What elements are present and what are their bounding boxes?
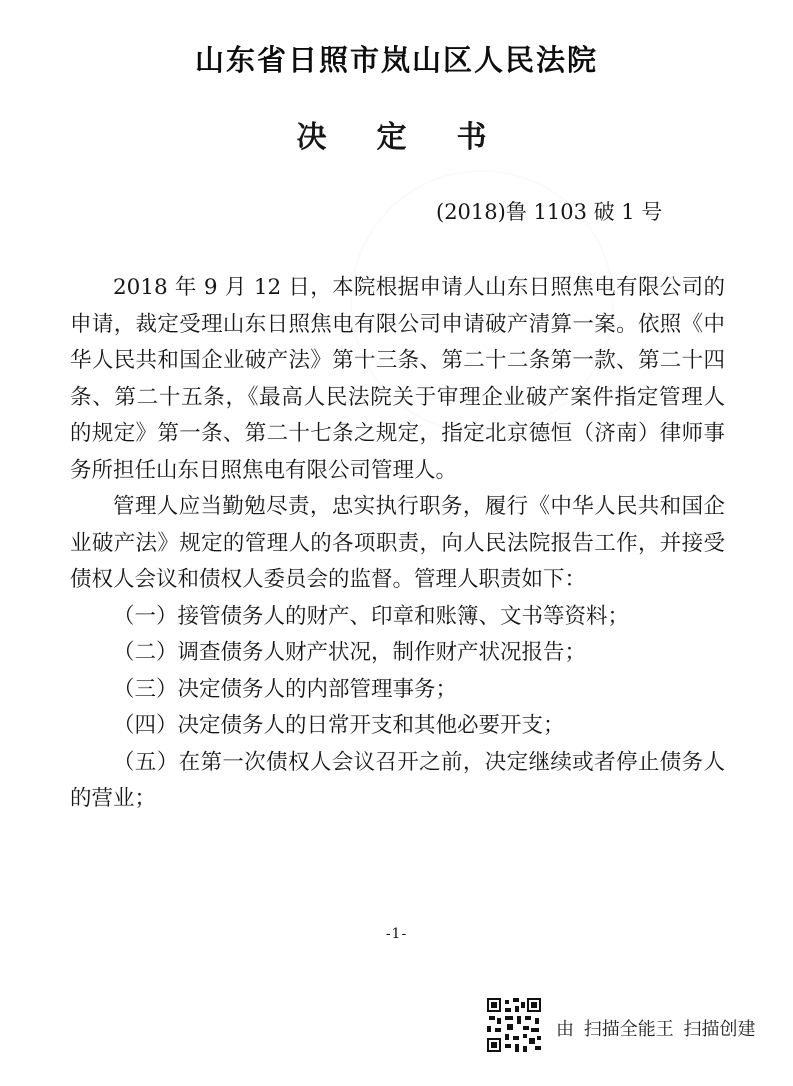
- duty-item: （一）接管债务人的财产、印章和账簿、文书等资料；: [113, 603, 630, 629]
- court-name: 山东省日照市岚山区人民法院: [194, 43, 598, 77]
- scanner-watermark: [556, 1015, 759, 1041]
- duty-item: （二）调查债务人财产状况，制作财产状况报告；: [113, 640, 587, 665]
- case-number: (2018)鲁 1103 破 1 号: [436, 200, 663, 224]
- paragraph: 管理人应当勤勉尽责，忠实执行职务，履行《中华人民共和国企业破产法》规定的管理人的各项职责，向人民法院报告工作，并接受债权人会议和债权人委员会的监督。管理人职责如下：: [70, 494, 725, 592]
- duty-item: （五）在第一次债权人会议召开之前，决定继续或者停止债务人的营业；: [70, 749, 725, 811]
- scanner-action: 扫描创建: [683, 1019, 756, 1040]
- document-title: 决定书: [296, 120, 537, 155]
- qr-code-icon: [487, 998, 541, 1052]
- scanner-app-name: 扫描全能王: [583, 1019, 674, 1040]
- duty-item: （三）决定债务人的内部管理事务；: [113, 676, 458, 702]
- duty-item: （四）决定债务人的日常开支和其他必要开支；: [113, 713, 565, 738]
- scanner-by: 由: [556, 1019, 574, 1040]
- paragraph: 2018 年 9 月 12 日，本院根据申请人山东日照焦电有限公司的申请，裁定受理山东日照焦电有限公司申请破产清算一案。依照《中华人民共和国企业破产法》第十三条、第二十二条第一款、第二十四条、第二十五条，《最高人民法院关于审理企业破产案件指定管理人的规定》第一条、第二十七条之规定，指定北京德恒（济南）律师事务所担任山东日照焦电有限公司管理人。: [70, 275, 725, 483]
- page-number: -1-: [385, 926, 408, 942]
- document-body: [70, 270, 725, 818]
